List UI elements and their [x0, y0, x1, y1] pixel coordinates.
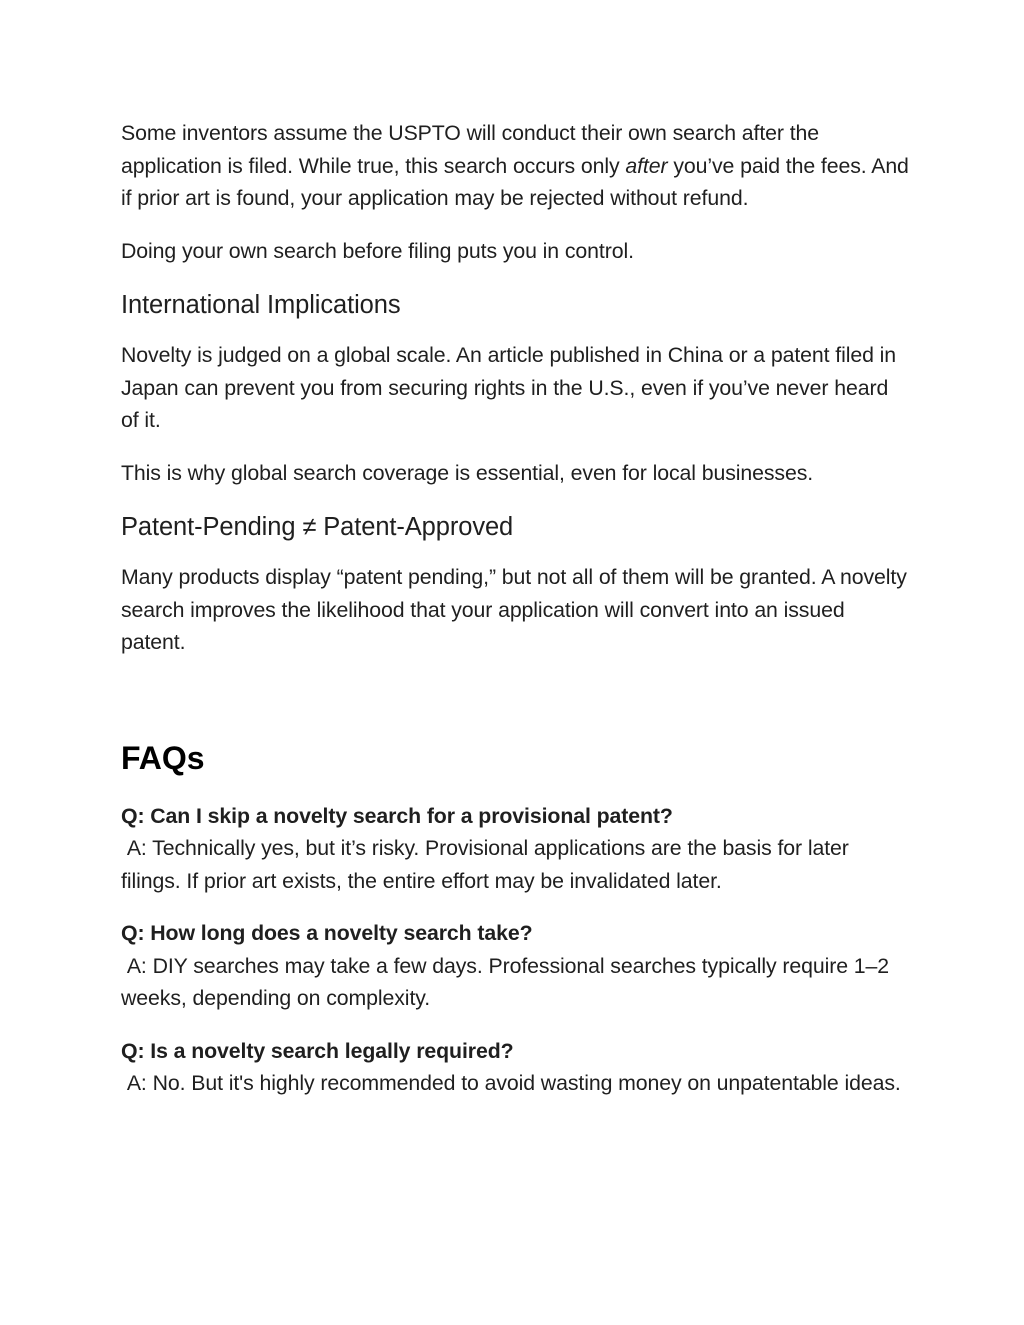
faq-entry — [121, 800, 911, 898]
faq-question: Q: Is a novelty search legally required? — [121, 1038, 514, 1063]
paragraph-text: Some inventors assume the USPTO will conduct their own search after the application is filed. While true, this search occurs only — [121, 121, 819, 178]
faq-item — [121, 1035, 911, 1100]
faq-item — [121, 917, 911, 1015]
paragraph-text: you’ve paid the fees. And if prior art is found, your application may be rejected without refund. — [121, 153, 909, 210]
paragraph-control: Doing your own search before filing puts you in control. — [121, 238, 634, 263]
heading-patent-pending: Patent-Pending ≠ Patent-Approved — [121, 513, 514, 541]
paragraph-global-coverage: This is why global search coverage is essential, even for local businesses. — [121, 460, 814, 485]
document-page — [121, 117, 911, 1100]
faq-answer: A: DIY searches may take a few days. Professional searches typically require 1–2 weeks, depending on complexity. — [121, 953, 895, 1010]
faq-question: Q: Can I skip a novelty search for a provisional patent? — [121, 803, 673, 828]
faq-answer: A: No. But it's highly recommended to avoid wasting money on unpatentable ideas. — [121, 1071, 901, 1095]
faq-item — [121, 800, 911, 898]
paragraph-global-novelty: Novelty is judged on a global scale. An article published in China or a patent filed in Japan can prevent you from securing rights in the U.S., even if you’ve never heard of it. — [121, 343, 897, 432]
faq-question: Q: How long does a novelty search take? — [121, 921, 533, 945]
faq-entry — [121, 917, 911, 1015]
heading-international: International Implications — [121, 291, 401, 319]
faq-entry — [121, 1035, 911, 1100]
paragraph-patent-pending: Many products display “patent pending,” but not all of them will be granted. A novelty search improves the likelihood that your application will convert into an issued patent. — [121, 565, 907, 654]
heading-faqs: FAQs — [121, 739, 205, 776]
emphasis-after: after — [625, 153, 668, 178]
paragraph-uspto-search — [121, 117, 911, 215]
faq-answer: A: Technically yes, but it’s risky. Provisional applications are the basis for later filings. If prior art exists, the entire effort may be invalidated later. — [121, 836, 855, 893]
